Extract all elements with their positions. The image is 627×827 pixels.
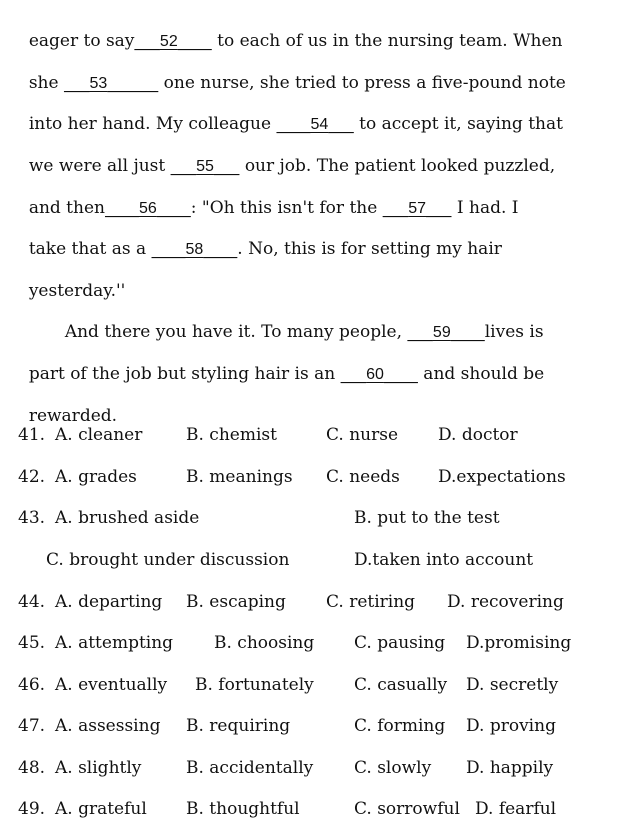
passage-text: our job. The patient looked puzzled, — [239, 156, 556, 176]
passage-text: I had. I — [451, 198, 519, 218]
passage-text: one nurse, she tried to press a five-pound note — [158, 73, 566, 93]
question-number: 49. — [18, 799, 46, 819]
passage-text: and then — [28, 198, 105, 218]
option-c: C. brought under discussion — [46, 550, 290, 570]
option-c: C. nurse — [326, 425, 399, 445]
passage-line-6 — [18, 216, 502, 259]
option-c: C. needs — [326, 467, 400, 487]
option-c: C. sorrowful — [354, 799, 460, 819]
question-number: 45. — [18, 633, 46, 653]
option-d: D. happily — [466, 758, 554, 778]
passage-line-1 — [18, 8, 563, 51]
passage-text: yesterday.'' — [28, 281, 126, 301]
blank-56: ____56____ — [104, 198, 191, 218]
option-c: C. pausing — [354, 633, 446, 653]
option-a: A. slightly — [55, 758, 142, 778]
option-b: B. thoughtful — [186, 799, 300, 819]
passage-text: : "Oh this isn't for the — [190, 198, 383, 218]
passage-text: rewarded. — [28, 406, 118, 426]
option-a: A. brushed aside — [55, 508, 200, 528]
option-b: B. escaping — [186, 592, 286, 612]
passage-line-5 — [18, 175, 519, 218]
passage-line-4 — [18, 133, 556, 176]
question-number: 47. — [18, 716, 46, 736]
option-b: B. meanings — [186, 467, 293, 487]
passage-text: we were all just — [28, 156, 171, 176]
option-d: D.expectations — [438, 467, 566, 487]
passage-text: she — [28, 73, 64, 93]
option-d: D. recovering — [447, 592, 564, 612]
option-d: D. doctor — [438, 425, 518, 445]
passage-text: to each of us in the nursing team. When — [211, 31, 563, 51]
option-c: C. forming — [354, 716, 446, 736]
question-number: 44. — [18, 592, 46, 612]
option-d: D. proving — [466, 716, 556, 736]
passage-line-9 — [18, 341, 545, 384]
blank-54: ____54___ — [276, 114, 354, 134]
option-b: B. fortunately — [195, 675, 314, 695]
passage-line-3 — [18, 91, 563, 134]
passage-line-8 — [54, 299, 544, 342]
option-d: D. secretly — [466, 675, 559, 695]
option-a: A. assessing — [55, 716, 161, 736]
passage-text: . No, this is for setting my hair — [237, 239, 502, 259]
question-number: 43. — [18, 508, 46, 528]
blank-60: ___60____ — [340, 364, 418, 384]
passage-text: eager to say — [28, 31, 135, 51]
blank-55: ___55___ — [170, 156, 240, 176]
option-c: C. retiring — [326, 592, 416, 612]
question-number: 41. — [18, 425, 46, 445]
option-d: D. fearful — [475, 799, 557, 819]
option-b: B. put to the test — [354, 508, 500, 528]
blank-58: ____58____ — [151, 239, 238, 259]
blank-52: ___52____ — [134, 31, 212, 51]
passage-text: take that as a — [28, 239, 152, 259]
option-b: B. accidentally — [186, 758, 314, 778]
option-c: C. casually — [354, 675, 448, 695]
question-number: 42. — [18, 467, 46, 487]
passage-line-7 — [18, 258, 126, 301]
option-a: A. attempting — [55, 633, 174, 653]
blank-57: ___57___ — [382, 198, 452, 218]
option-d: D.promising — [466, 633, 572, 653]
option-a: A. grades — [55, 467, 137, 487]
option-b: B. choosing — [214, 633, 315, 653]
option-a: A. eventually — [55, 675, 168, 695]
blank-59: ___59____ — [407, 322, 485, 342]
passage-text: and should be — [417, 364, 545, 384]
passage-text: part of the job but styling hair is an — [28, 364, 341, 384]
blank-53: ___53______ — [63, 73, 159, 93]
option-a: A. grateful — [55, 799, 147, 819]
passage-text: into her hand. My colleague — [28, 114, 277, 134]
passage-line-10 — [18, 383, 118, 426]
option-b: B. chemist — [186, 425, 277, 445]
passage-text: to accept it, saying that — [353, 114, 563, 134]
passage-text: And there you have it. To many people, — [64, 322, 408, 342]
passage-line-2 — [18, 50, 566, 93]
question-number: 48. — [18, 758, 46, 778]
option-c: C. slowly — [354, 758, 432, 778]
option-a: A. cleaner — [55, 425, 143, 445]
option-a: A. departing — [55, 592, 163, 612]
option-b: B. requiring — [186, 716, 291, 736]
question-number: 46. — [18, 675, 46, 695]
passage-text: lives is — [484, 322, 544, 342]
option-d: D.taken into account — [354, 550, 534, 570]
